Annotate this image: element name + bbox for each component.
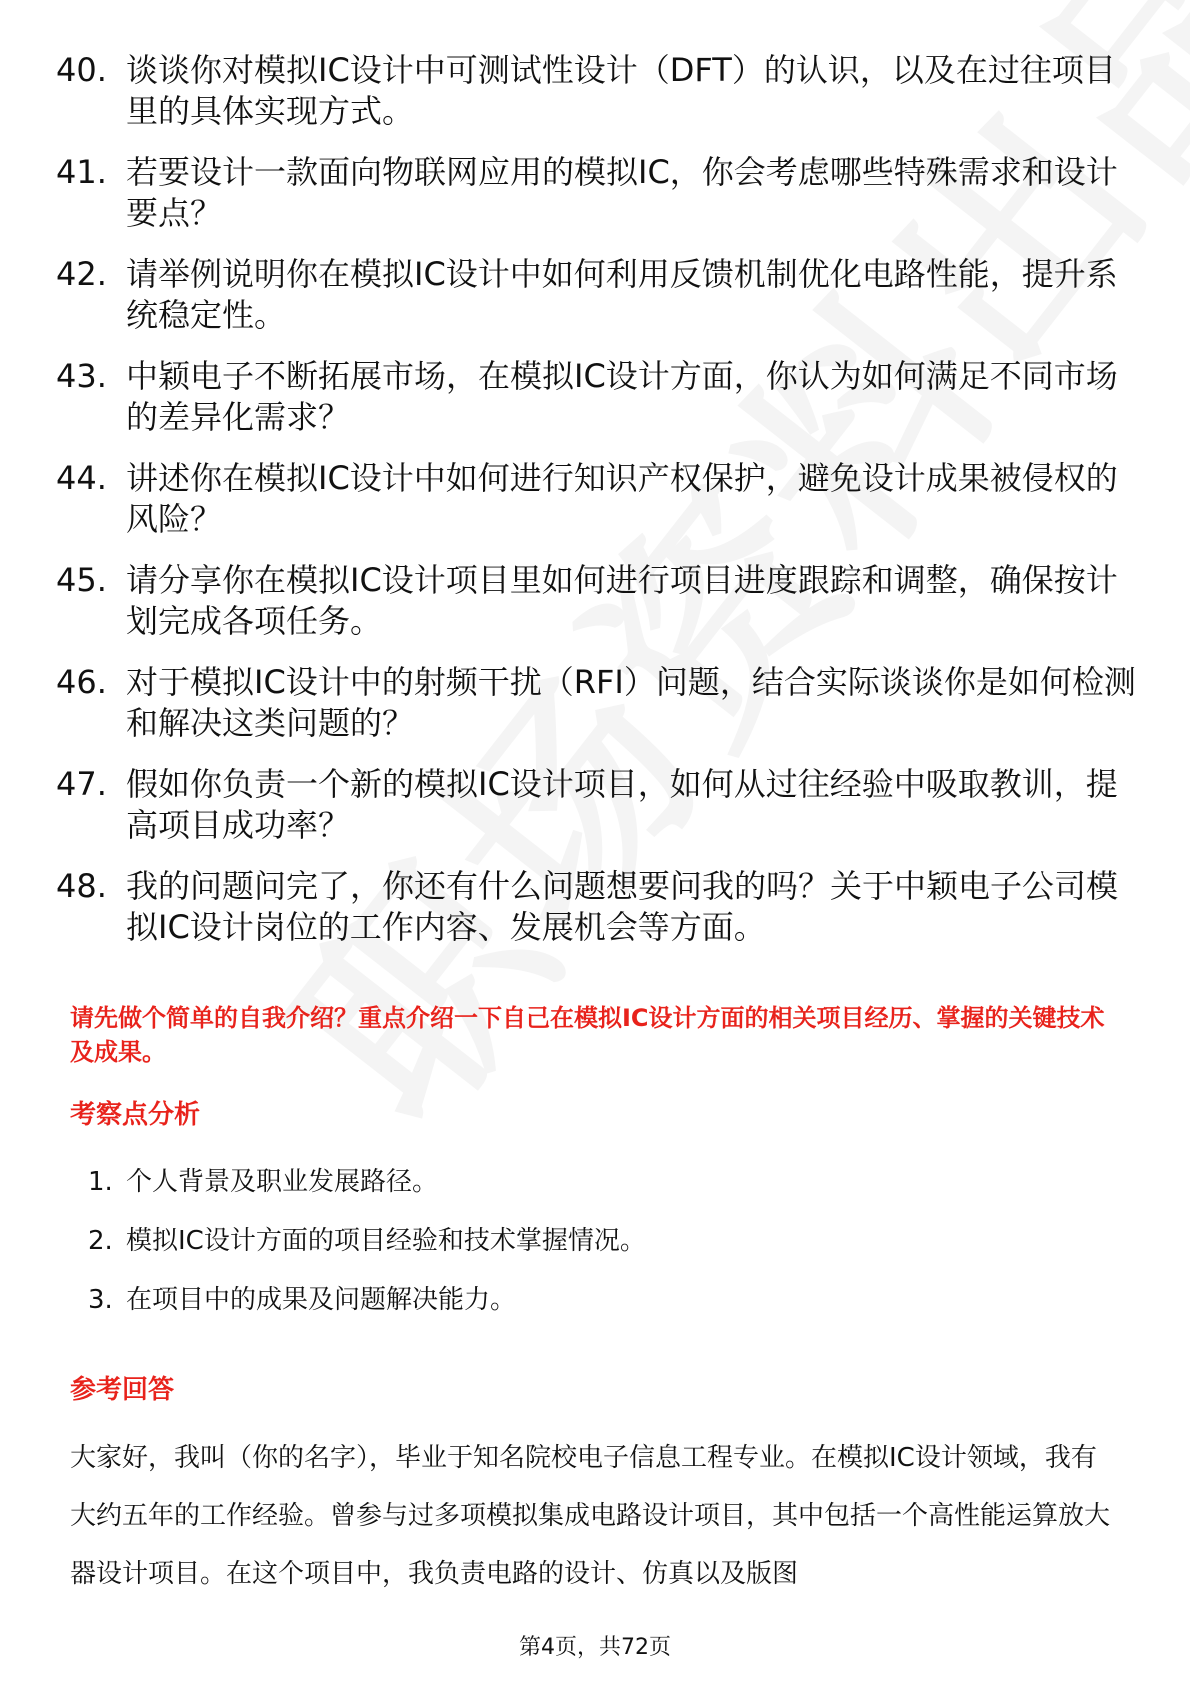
analysis-heading: 考察点分析 xyxy=(70,1100,201,1130)
list-item xyxy=(88,1165,646,1199)
question-number: 41. xyxy=(56,153,107,191)
list-item xyxy=(56,50,1136,132)
reference-heading: 参考回答 xyxy=(70,1375,175,1405)
list-item xyxy=(56,356,1136,438)
point-number: 3. xyxy=(88,1285,113,1315)
point-number: 2. xyxy=(88,1226,113,1256)
list-item xyxy=(88,1283,646,1317)
question-number: 45. xyxy=(56,561,107,599)
reference-answer: 大家好，我叫（你的名字），毕业于知名院校电子信息工程专业。在模拟IC设计领域，我有大约五年的工作经验。曾参与过多项模拟集成电路设计项目，其中包括一个高性能运算放大器设计项目。在这个项目中，我负责电路的设计、仿真以及版图 xyxy=(70,1443,1111,1589)
list-item xyxy=(56,152,1136,234)
question-text: 中颖电子不断拓展市场，在模拟IC设计方面，你认为如何满足不同市场的差异化需求？ xyxy=(126,357,1118,436)
question-number: 43. xyxy=(56,357,107,395)
question-text: 对于模拟IC设计中的射频干扰（RFI）问题，结合实际谈谈你是如何检测和解决这类问题的？ xyxy=(126,663,1136,742)
point-text: 模拟IC设计方面的项目经验和技术掌握情况。 xyxy=(126,1226,646,1256)
question-number: 42. xyxy=(56,255,107,293)
question-number: 47. xyxy=(56,765,107,803)
page-footer: 第4页，共72页 xyxy=(519,1635,671,1660)
question-text: 请举例说明你在模拟IC设计中如何利用反馈机制优化电路性能，提升系统稳定性。 xyxy=(126,255,1118,334)
list-item xyxy=(56,560,1136,642)
analysis-points xyxy=(88,1165,646,1342)
question-number: 44. xyxy=(56,459,107,497)
question-number: 46. xyxy=(56,663,107,701)
featured-question: 请先做个简单的自我介绍？重点介绍一下自己在模拟IC设计方面的相关项目经历、掌握的关键技术及成果。 xyxy=(70,1004,1105,1066)
list-item xyxy=(56,764,1136,846)
point-text: 在项目中的成果及问题解决能力。 xyxy=(126,1285,517,1315)
question-text: 若要设计一款面向物联网应用的模拟IC，你会考虑哪些特殊需求和设计要点？ xyxy=(126,153,1118,232)
question-text: 谈谈你对模拟IC设计中可测试性设计（DFT）的认识，以及在过往项目里的具体实现方式。 xyxy=(126,51,1116,130)
question-text: 假如你负责一个新的模拟IC设计项目，如何从过往经验中吸取教训，提高项目成功率？ xyxy=(126,765,1118,844)
point-number: 1. xyxy=(88,1167,113,1197)
list-item xyxy=(88,1224,646,1258)
point-text: 个人背景及职业发展路径。 xyxy=(126,1167,439,1197)
question-number: 48. xyxy=(56,867,107,905)
question-number: 40. xyxy=(56,51,107,89)
list-item xyxy=(56,866,1136,948)
list-item xyxy=(56,458,1136,540)
question-text: 讲述你在模拟IC设计中如何进行知识产权保护，避免设计成果被侵权的风险？ xyxy=(126,459,1118,538)
question-text: 我的问题问完了，你还有什么问题想要问我的吗？关于中颖电子公司模拟IC设计岗位的工作内容、发展机会等方面。 xyxy=(126,867,1119,946)
list-item xyxy=(56,662,1136,744)
question-text: 请分享你在模拟IC设计项目里如何进行项目进度跟踪和调整，确保按计划完成各项任务。 xyxy=(126,561,1118,640)
list-item xyxy=(56,254,1136,336)
question-list xyxy=(56,50,1136,968)
